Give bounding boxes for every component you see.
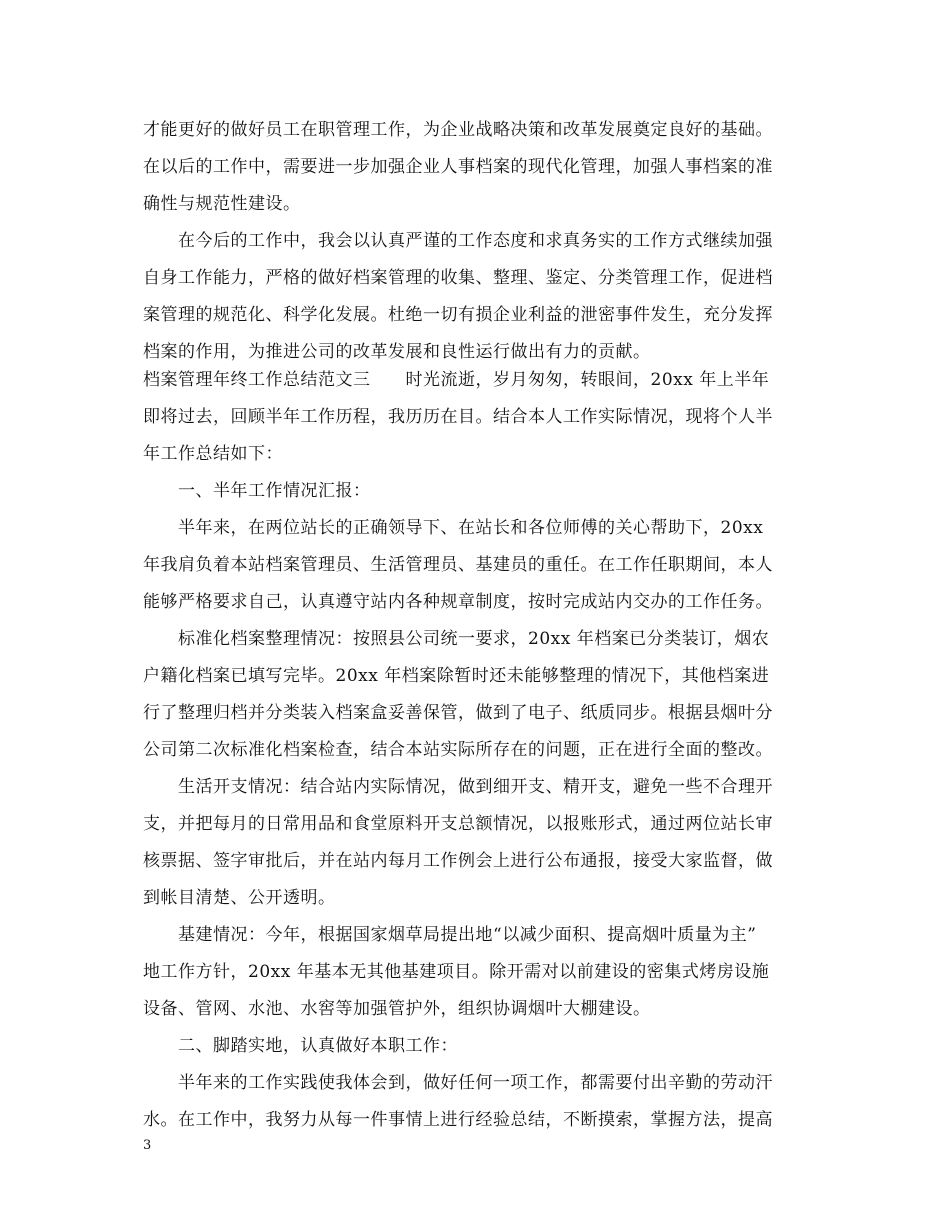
text-line: 地工作方针，20xx 年基本无其他基建项目。除开需对以前建设的密集式烤房设施: [143, 962, 770, 982]
text-line: 才能更好的做好员工在职管理工作，为企业战略决策和改革发展奠定良好的基础。: [143, 120, 773, 140]
text-line: 标准化档案整理情况：按照县公司统一要求，20xx 年档案已分类装订，烟农: [178, 629, 770, 649]
text-line: 在以后的工作中，需要进一步加强企业人事档案的现代化管理，加强人事档案的准: [143, 157, 773, 177]
text-line: 公司第二次标准化档案检查，结合本站实际所存在的问题，正在进行全面的整改。: [143, 740, 773, 760]
text-line: 行了整理归档并分类装入档案盒妥善保管，做到了电子、纸质同步。根据县烟叶分: [143, 703, 773, 723]
page-number: 3: [143, 1138, 152, 1153]
text-line: 到帐目清楚、公开透明。: [143, 888, 336, 908]
text-line: 档案的作用，为推进公司的改革发展和良性运行做出有力的贡献。: [143, 342, 651, 362]
text-line: 半年来的工作实践使我体会到，做好任何一项工作，都需要付出辛勤的劳动汗: [178, 1073, 773, 1093]
text-line: 支，并把每月的日常用品和食堂原料开支总额情况，以报账形式，通过两位站长审: [143, 814, 773, 834]
text-line: 在今后的工作中，我会以认真严谨的工作态度和求真务实的工作方式继续加强: [178, 231, 773, 251]
subheading-line: 一、半年工作情况汇报：: [178, 481, 371, 501]
text-line: 设备、管网、水池、水窖等加强管护外，组织协调烟叶大棚建设。: [143, 999, 651, 1019]
text-line: 确性与规范性建设。: [143, 194, 301, 214]
text-line: 能够严格要求自己，认真遵守站内各种规章制度，按时完成站内交办的工作任务。: [143, 592, 773, 612]
text-line: 基建情况：今年，根据国家烟草局提出地“以减少面积、提高烟叶质量为主”: [178, 925, 757, 945]
subheading-line: 二、脚踏实地，认真做好本职工作：: [178, 1036, 458, 1056]
text-line: 自身工作能力，严格的做好档案管理的收集、整理、鉴定、分类管理工作，促进档: [143, 268, 773, 288]
text-line: 水。在工作中，我努力从每一件事情上进行经验总结，不断摸索，掌握方法，提高: [143, 1110, 773, 1130]
text-line: 年工作总结如下：: [143, 444, 283, 464]
text-line: 户籍化档案已填写完毕。20xx 年档案除暂时还未能够整理的情况下，其他档案进: [143, 666, 770, 686]
text-line: 半年来，在两位站长的正确领导下、在站长和各位师傅的关心帮助下，20xx: [178, 518, 764, 538]
text-line: 核票据、签字审批后，并在站内每月工作例会上进行公布通报，接受大家监督，做: [143, 851, 773, 871]
text-line: 案管理的规范化、科学化发展。杜绝一切有损企业利益的泄密事件发生，充分发挥: [143, 305, 773, 325]
section-heading-line: 档案管理年终工作总结范文三 时光流逝，岁月匆匆，转眼间，20xx 年上半年: [143, 370, 770, 390]
text-line: 年我肩负着本站档案管理员、生活管理员、基建员的重任。在工作任职期间，本人: [143, 555, 773, 575]
text-line: 即将过去，回顾半年工作历程，我历历在目。结合本人工作实际情况，现将个人半: [143, 407, 773, 427]
text-line: 生活开支情况：结合站内实际情况，做到细开支、精开支，避免一些不合理开: [178, 777, 773, 797]
